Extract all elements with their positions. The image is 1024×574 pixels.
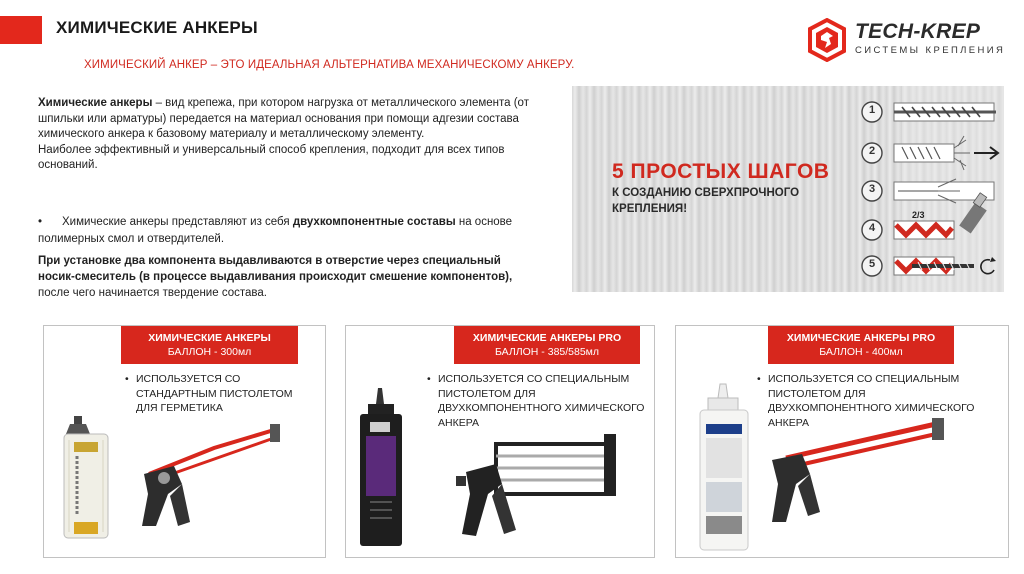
bullet-marker: •: [38, 216, 43, 228]
product-card-standard: [43, 325, 326, 558]
step-3: [862, 179, 994, 203]
step-number-4: 4: [868, 222, 876, 234]
card-1-bullet: •: [125, 373, 129, 385]
composition-bullet: [38, 214, 538, 248]
card-2-title: ХИМИЧЕСКИЕ АНКЕРЫ PRO: [472, 332, 622, 344]
tech-krep-logo: [803, 18, 1013, 62]
card-2-bullet: •: [427, 373, 431, 385]
card-3-title: ХИМИЧЕСКИЕ АНКЕРЫ PRO: [786, 332, 936, 344]
card-1-text: ИСПОЛЬЗУЕТСЯ СО СТАНДАРТНЫМ ПИСТОЛЕТОМ ДЛЯ ГЕРМЕТИКА: [136, 373, 293, 414]
card-3-header: [768, 326, 954, 364]
card-2-subtitle: БАЛЛОН - 385/585мл: [494, 346, 600, 358]
steps-heading: 5 ПРОСТЫХ ШАГОВ: [612, 160, 830, 183]
page-title: ХИМИЧЕСКИЕ АНКЕРЫ: [56, 18, 258, 37]
card-2-text: ИСПОЛЬЗУЕТСЯ СО СПЕЦИАЛЬНЫМ ПИСТОЛЕТОМ ДЛЯ ДВУХКОМПОНЕНТНОГО ХИМИЧЕСКОГО АНКЕРА: [438, 373, 645, 429]
bullet-text-after: на основе полимерных смол и отвердителей.: [38, 216, 513, 245]
bullet-text-bold: двухкомпонентные составы: [292, 216, 456, 228]
card-2-description: [427, 372, 648, 430]
product-card-pro-385: [345, 325, 655, 558]
card-2-header: [454, 326, 640, 364]
installation-paragraph: [38, 254, 538, 301]
logo-brand-text: TECH-KREP: [855, 20, 981, 43]
intro-paragraph: [38, 96, 538, 174]
product-card-pro-400: [675, 325, 1009, 558]
installation-bold-text: При установке два компонента выдавливаются в отверстие через специальный носик-смеситель (в процессе выдавливания происходит смешение компонентов),: [38, 255, 513, 283]
page-subtitle: ХИМИЧЕСКИЙ АНКЕР – ЭТО ИДЕАЛЬНАЯ АЛЬТЕРНАТИВА МЕХАНИЧЕСКОМУ АНКЕРУ.: [84, 59, 575, 71]
card-3-bullet: •: [757, 373, 761, 385]
steps-subheading: К СОЗДАНИЮ СВЕРХПРОЧНОГО КРЕПЛЕНИЯ!: [612, 187, 800, 215]
card-3-subtitle: БАЛЛОН - 400мл: [819, 346, 903, 358]
installation-normal-text: после чего начинается твердение состава.: [38, 286, 267, 299]
card-1-title: ХИМИЧЕСКИЕ АНКЕРЫ: [148, 332, 271, 344]
bullet-text-before: Химические анкеры представляют из себя: [62, 216, 293, 228]
card-1-subtitle: БАЛЛОН - 300мл: [167, 346, 252, 358]
step-number-2: 2: [868, 145, 876, 157]
intro-term: Химические анкеры: [38, 97, 153, 109]
step-number-1: 1: [868, 104, 876, 116]
five-steps-panel: [572, 86, 1004, 292]
card-3-description: [757, 372, 978, 430]
logo-tagline: СИСТЕМЫ КРЕПЛЕНИЯ: [855, 45, 1006, 56]
step-1: [862, 102, 996, 122]
card-3-text: ИСПОЛЬЗУЕТСЯ СО СПЕЦИАЛЬНЫМ ПИСТОЛЕТОМ ДЛЯ ДВУХКОМПОНЕНТНОГО ХИМИЧЕСКОГО АНКЕРА: [768, 373, 975, 429]
card-1-description: [125, 372, 316, 416]
intro-effectiveness: Наиболее эффективный и универсальный способ крепления, подходит для всех типов оснований.: [38, 143, 505, 172]
intro-definition: – вид крепежа, при котором нагрузка от металлического элемента (от шпильки или арматуры) передается на материал основания при помощи адгезии состава химического анкера к базовому материалу и металлическому элементу.: [38, 97, 529, 141]
step-number-5: 5: [868, 258, 876, 270]
logo-emblem-icon: [805, 18, 849, 62]
fill-ratio-label: 2/3: [912, 210, 925, 220]
title-accent-bar: [0, 16, 42, 44]
card-1-header: [121, 326, 298, 364]
step-number-3: 3: [868, 183, 876, 195]
